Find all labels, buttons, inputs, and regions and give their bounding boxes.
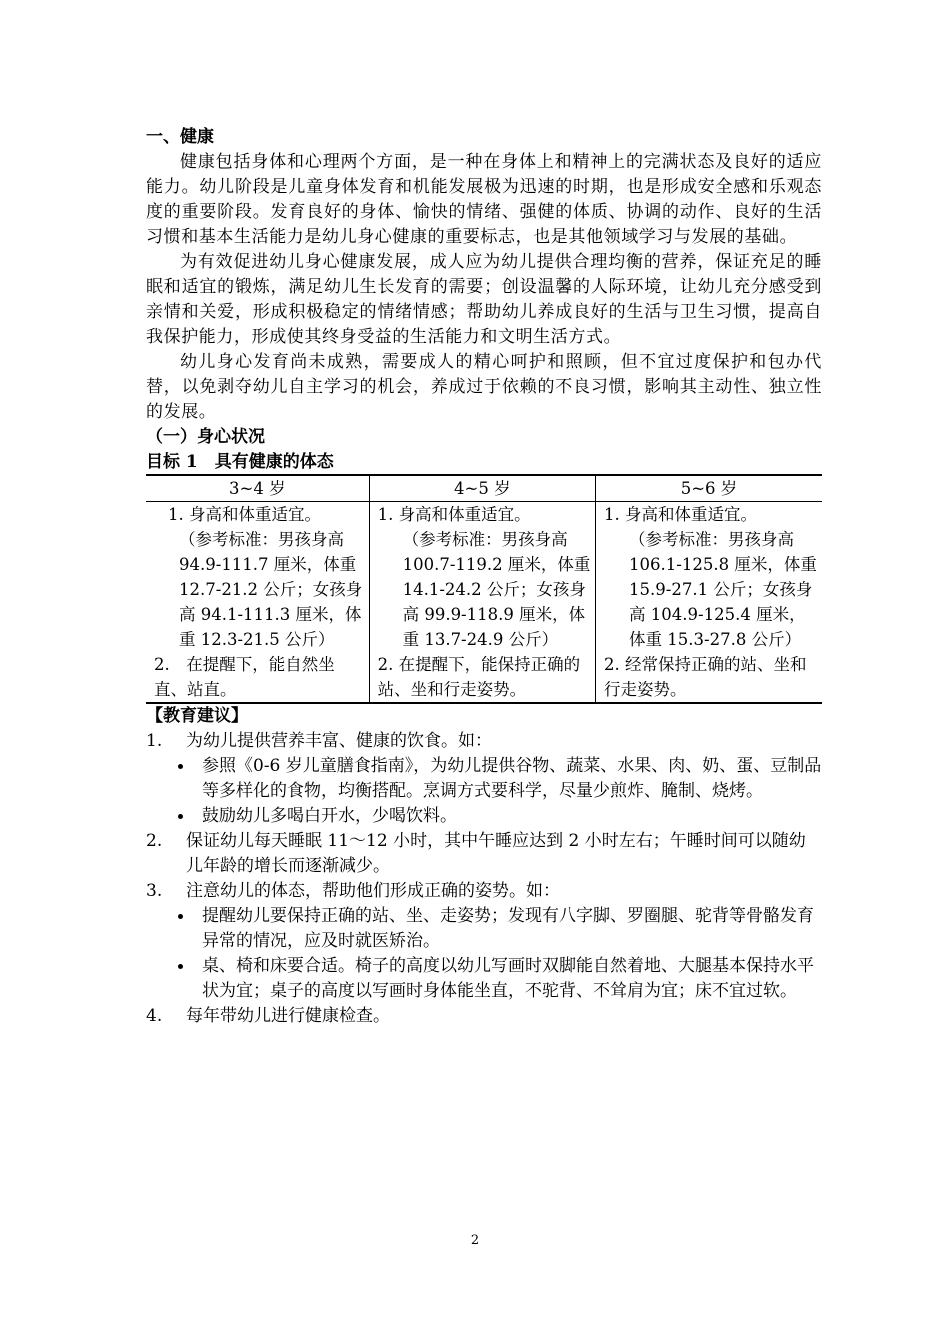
advice-text: 注意幼儿的体态，帮助他们形成正确的姿势。如： — [186, 881, 560, 901]
goal-item-note: （参考标准：男孩身高 106.1-125.8 厘米，体重 15.9-27.1 公斤；女孩身高 104.9-125.4 厘米，体重 15.3-27.8 公斤） — [629, 530, 817, 649]
goal-item: 1. 身高和体重适宜。 — [168, 505, 321, 524]
goal-item: 2. 在提醒下，能保持正确的站、坐和行走姿势。 — [377, 655, 581, 699]
advice-item — [146, 829, 822, 879]
goal-title: 目标 1 具有健康的体态 — [146, 452, 334, 472]
advice-item — [146, 1004, 822, 1029]
paragraph: 为有效促进幼儿身心健康发展，成人应为幼儿提供合理均衡的营养，保证充足的睡眠和适宜的锻炼，满足幼儿生长发育的需要；创设温馨的人际环境，让幼儿充分感受到亲情和关爱，形成积极稳定的情绪情感；帮助幼儿养成良好的生活与卫生习惯，提高自我保护能力，形成使其终身受益的生活能力和文明生活方式。 — [146, 252, 822, 347]
advice-text: 每年带幼儿进行健康检查。 — [186, 1006, 390, 1026]
goal-item: 1. 身高和体重适宜。 — [604, 505, 758, 524]
goal-item-note: （参考标准：男孩身高 94.9-111.7 厘米，体重 12.7-21.2 公斤；女孩身高 94.1-111.3 厘米，体重 12.3-21.5 公斤） — [179, 530, 363, 649]
advice-title: 【教育建议】 — [146, 706, 248, 726]
advice-bullet — [176, 904, 822, 954]
table-cell — [146, 502, 369, 704]
advice-bullet — [176, 954, 822, 1004]
age-goals-table — [146, 474, 822, 704]
bullet-text: 桌、椅和床要合适。椅子的高度以幼儿写画时双脚能自然着地、大腿基本保持水平状为宜；桌子的高度以写画时身体能坐直，不驼背、不耸肩为宜；床不宜过软。 — [202, 956, 814, 1001]
subsection-heading: （一）身心状况 — [146, 427, 265, 447]
goal-item: 1. 身高和体重适宜。 — [377, 505, 531, 524]
bullet-text: 提醒幼儿要保持正确的站、坐、走姿势；发现有八字脚、罗圈腿、驼背等骨骼发育异常的情况，应及时就医矫治。 — [202, 906, 814, 951]
advice-item — [146, 729, 822, 754]
advice-number: 1. — [146, 731, 163, 751]
document-body — [146, 125, 822, 1029]
advice-number: 4. — [146, 1006, 163, 1026]
page-number: 2 — [470, 1233, 480, 1248]
section-heading: 一、健康 — [146, 127, 214, 147]
bullet-icon — [176, 954, 202, 1004]
bullet-icon — [176, 804, 202, 829]
advice-text: 为幼儿提供营养丰富、健康的饮食。如： — [186, 731, 492, 751]
goal-item-note: （参考标准：男孩身高 100.7-119.2 厘米，体重 14.1-24.2 公斤；女孩身高 99.9-118.9 厘米，体重 13.7-24.9 公斤） — [402, 530, 591, 649]
advice-number: 2. — [146, 831, 163, 851]
paragraph: 幼儿身心发育尚未成熟，需要成人的精心呵护和照顾，但不宜过度保护和包办代替，以免剥夺幼儿自主学习的机会，养成过于依赖的不良习惯，影响其主动性、独立性的发展。 — [146, 352, 822, 422]
table-header-cell: 4~5 岁 — [369, 475, 595, 502]
goal-item: 2. 经常保持正确的站、坐和行走姿势。 — [604, 655, 807, 699]
table-cell — [369, 502, 595, 704]
table-header-cell: 3~4 岁 — [146, 475, 369, 502]
table-cell — [596, 502, 822, 704]
table-header-row — [146, 475, 822, 502]
advice-bullet — [176, 804, 822, 829]
table-header-cell: 5~6 岁 — [596, 475, 822, 502]
advice-number: 3. — [146, 881, 163, 901]
goal-item: 2. 在提醒下，能自然坐直、站直。 — [154, 655, 335, 699]
advice-text: 保证幼儿每天睡眠 11～12 小时，其中午睡应达到 2 小时左右；午睡时间可以随幼儿年龄的增长而逐渐减少。 — [186, 831, 806, 876]
table-row — [146, 502, 822, 704]
bullet-text: 参照《0-6 岁儿童膳食指南》，为幼儿提供谷物、蔬菜、水果、肉、奶、蛋、豆制品等多样化的食物，均衡搭配。烹调方式要科学，尽量少煎炸、腌制、烧烤。 — [202, 756, 822, 801]
bullet-icon — [176, 754, 202, 804]
bullet-text: 鼓励幼儿多喝白开水，少喝饮料。 — [202, 806, 457, 826]
paragraph: 健康包括身体和心理两个方面，是一种在身体上和精神上的完满状态及良好的适应能力。幼儿阶段是儿童身体发育和机能发展极为迅速的时期，也是形成安全感和乐观态度的重要阶段。发育良好的身体、愉快的情绪、强健的体质、协调的动作、良好的生活习惯和基本生活能力是幼儿身心健康的重要标志，也是其他领域学习与发展的基础。 — [146, 152, 822, 247]
advice-item — [146, 879, 822, 904]
advice-bullet — [176, 754, 822, 804]
bullet-icon — [176, 904, 202, 954]
